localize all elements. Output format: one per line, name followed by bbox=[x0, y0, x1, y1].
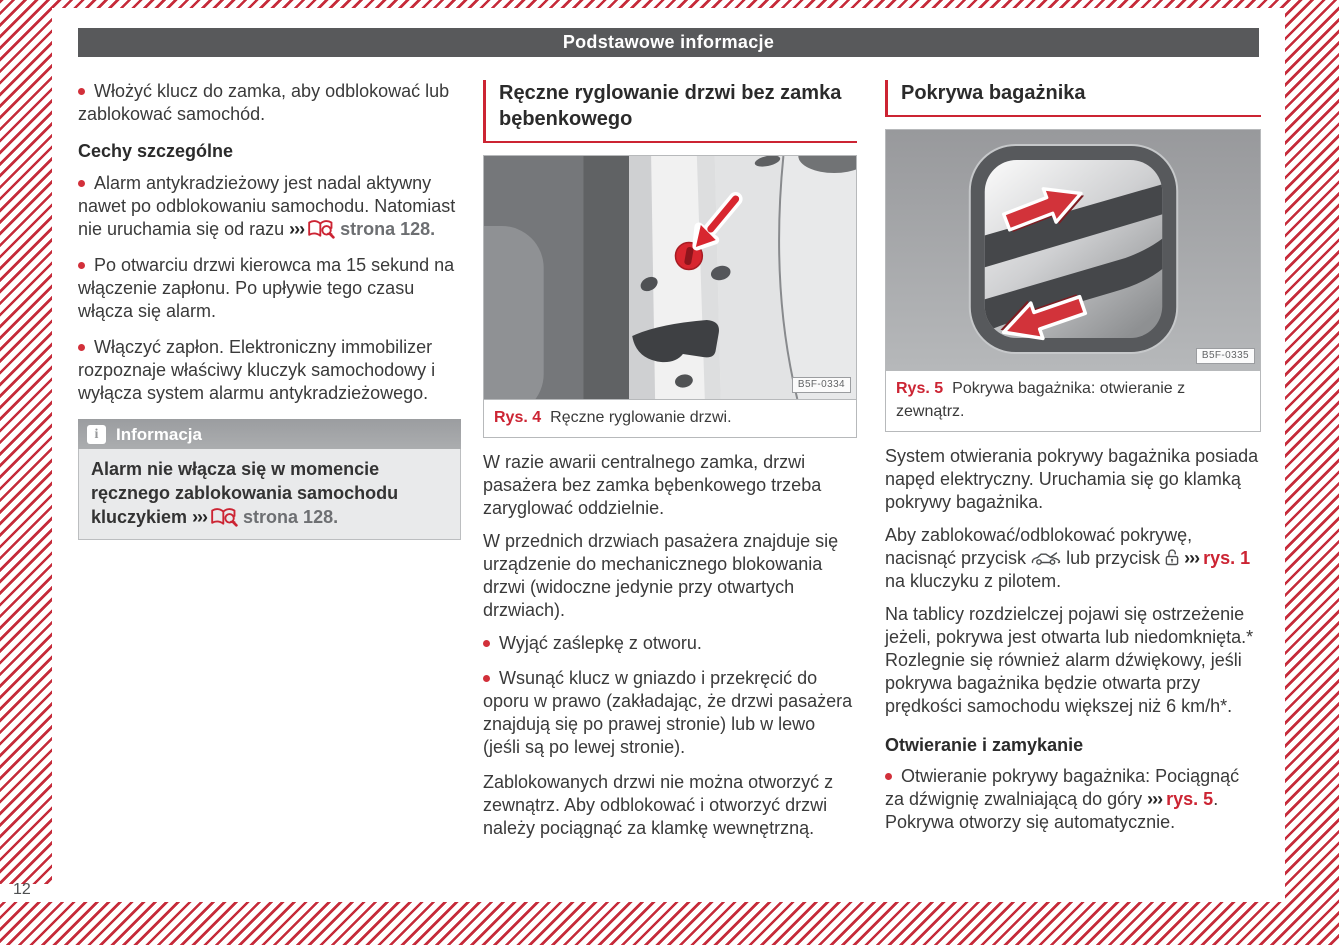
book-search-icon bbox=[308, 219, 335, 239]
paragraph-text: Wyjąć zaślepkę z otworu. bbox=[499, 633, 702, 653]
column-left bbox=[78, 80, 461, 540]
bullet-paragraph-alarm bbox=[78, 172, 461, 241]
page-canvas bbox=[52, 8, 1285, 902]
bullet-dot bbox=[78, 262, 85, 269]
car-trunk-icon bbox=[1031, 551, 1061, 565]
column-middle bbox=[483, 80, 857, 850]
door-lock-drawing bbox=[484, 156, 856, 399]
bullet-paragraph-15-seconds bbox=[78, 254, 461, 323]
seat-emblem-drawing bbox=[886, 130, 1260, 370]
bullet-dot bbox=[78, 88, 85, 95]
section-heading-boot-lid: Pokrywa bagażnika bbox=[885, 80, 1261, 117]
page-number: 12 bbox=[13, 881, 31, 898]
bullet-paragraph-ignition bbox=[78, 336, 461, 405]
bullet-dot bbox=[483, 640, 490, 647]
info-box-body: Alarm nie włącza się w momencie ręcznego zablokowania samochodu kluczykiem ››› strona 128. bbox=[78, 449, 461, 540]
figure-id-tag: B5F-0334 bbox=[792, 377, 851, 393]
section-heading-manual-locking: Ręczne ryglowanie drzwi bez zamka bębenkowego bbox=[483, 80, 857, 143]
figure-rys-4 bbox=[483, 155, 857, 438]
paragraph-locked-doors: Zablokowanych drzwi nie można otworzyć z zewnątrz. Aby odblokować i otworzyć drzwi należy pociągnąć za klamkę wewnętrzną. bbox=[483, 772, 834, 838]
paragraph-text: Włożyć klucz do zamka, aby odblokować lub zablokować samochód. bbox=[78, 81, 450, 124]
figure-rys-5 bbox=[885, 129, 1261, 432]
paragraph-remote-buttons: Aby zablokować/odblokować pokrywę, nacisnąć przycisk lub przycisk ››› rys. 1 na kluczyku z pilotem. bbox=[885, 525, 1251, 591]
paragraph-locking-device: W przednich drzwiach pasażera znajduje się urządzenie do mechanicznego blokowania drzwi (widoczne jedynie przy otwartych drzwiach). bbox=[483, 531, 839, 620]
paragraph-warning-alarm: Na tablicy rozdzielczej pojawi się ostrzeżenie jeżeli, pokrywa jest otwarta lub niedomknięta.* Rozlegnie się również alarm dźwiękowy, jeśli pokrywa bagażnika będzie otwarta przy prędkości samochodu większej niż 6 km/h*. bbox=[885, 604, 1254, 716]
bullet-paragraph-remove-cap bbox=[483, 632, 857, 655]
paragraph-text: Po otwarciu drzwi kierowca ma 15 sekund na włączenie zapłonu. Po upływie tego czasu włącza się alarm. bbox=[78, 255, 455, 321]
bullet-paragraph-insert-key bbox=[78, 80, 461, 126]
info-icon-glyph: i bbox=[94, 426, 99, 442]
paragraph-text: Wsunąć klucz w gniazdo i przekręcić do oporu w prawo (zakładając, że drzwi pasażera znajdują się po prawej stronie) lub w lewo (jeśli są po lewej stronie). bbox=[483, 668, 853, 757]
info-box-title: Informacja bbox=[116, 424, 202, 444]
page-header-title: Podstawowe informacje bbox=[562, 32, 775, 52]
subsection-heading-open-close: Otwieranie i zamykanie bbox=[885, 735, 1084, 755]
figure-caption: Rys. 4 Ręczne ryglowanie drzwi. bbox=[484, 399, 856, 437]
bullet-dot bbox=[78, 180, 85, 187]
column-right bbox=[885, 80, 1261, 846]
subsection-heading-features: Cechy szczególne bbox=[78, 141, 234, 161]
info-icon bbox=[87, 425, 106, 444]
paragraph-text: Włączyć zapłon. Elektroniczny immobilizer rozpoznaje właściwy kluczyk samochodowy i wyłącza system alarmu antykradzieżowego. bbox=[78, 337, 436, 403]
bullet-paragraph-insert-turn-key bbox=[483, 667, 857, 759]
bullet-dot bbox=[483, 675, 490, 682]
bullet-paragraph-open-boot bbox=[885, 765, 1261, 834]
info-box bbox=[78, 419, 461, 540]
info-box-header bbox=[78, 419, 461, 449]
bullet-dot bbox=[78, 344, 85, 351]
paragraph-text: Alarm antykradzieżowy jest nadal aktywny nawet po odblokowaniu samochodu. Natomiast nie uruchamia się od razu ››› strona 128. bbox=[78, 173, 456, 239]
emblem-badge bbox=[970, 145, 1177, 353]
page-header-bar bbox=[78, 28, 1259, 57]
seat-emblem-illustration bbox=[886, 130, 1260, 370]
figure-id-tag: B5F-0335 bbox=[1196, 348, 1255, 364]
paragraph-text: Otwieranie pokrywy bagażnika: Pociągnąć za dźwignię zwalniającą do góry ››› rys. 5. Pokrywa otworzy się automatycznie. bbox=[885, 766, 1240, 832]
paragraph-central-lock-failure: W razie awarii centralnego zamka, drzwi pasażera bez zamka bębenkowego trzeba zaryglować oddzielnie. bbox=[483, 452, 822, 518]
paragraph-electric-drive: System otwierania pokrywy bagażnika posiada napęd elektryczny. Uruchamia się go klamką pokrywy bagażnika. bbox=[885, 446, 1259, 512]
book-search-icon bbox=[211, 507, 238, 527]
bullet-dot bbox=[885, 773, 892, 780]
padlock-open-icon bbox=[1165, 549, 1179, 566]
figure-caption: Rys. 5 Pokrywa bagażnika: otwieranie z zewnątrz. bbox=[886, 370, 1260, 431]
page-number-area bbox=[0, 881, 52, 902]
door-lock-illustration bbox=[484, 156, 856, 399]
